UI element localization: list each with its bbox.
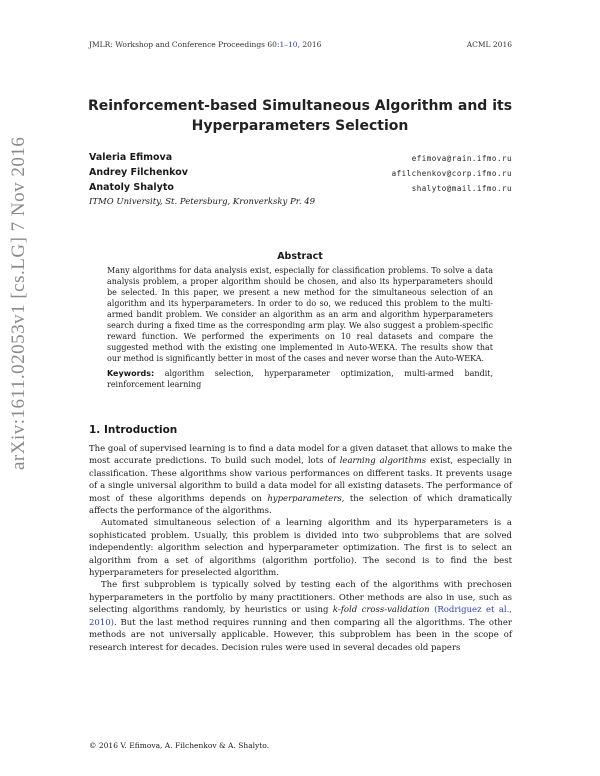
emphasis: learning algorithms [339,456,427,467]
title-line-2: Hyperparameters Selection [191,118,409,134]
paper-title [0,96,600,136]
arxiv-stamp-text: arXiv:1611.02053v1 [cs.LG] 7 Nov 2016 [8,136,29,470]
text-run: The first subproblem is typically solved by testing each of the algorithms with prechosen hyperparameters in the portfolio by many practitioners. Other methods are also in use, such as selecting algorithms randomly, by heuristics or using [89,580,512,616]
header-venue: JMLR: Workshop and Conference Proceedings 60: [89,40,280,49]
header-year: , 2016 [297,40,322,49]
keywords-list: algorithm selection, hyperparameter optimization, multi-armed bandit, reinforcement learning [107,369,494,389]
emphasis: hyperparameters [267,493,342,504]
title-line-1: Reinforcement-based Simultaneous Algorithm and its [87,98,513,114]
emphasis: k-fold cross-validation [332,605,430,616]
running-header [89,40,321,49]
text-run: exist, especially in classification. These algorithms show various performances on different tasks. It prevents usage of a single universal algorithm to build a data model for all existing datasets. The performance of most of these algorithms depends on [89,456,512,504]
page-range-link[interactable]: 1–10 [279,40,298,49]
author-email: afilchenkov@corp.ifmo.ru [391,169,512,178]
section-body [89,443,512,654]
abstract-heading: Abstract [277,251,323,262]
conference-label: ACML 2016 [466,40,512,49]
author-name: Andrey Filchenkov [89,167,188,178]
keywords [107,368,493,390]
abstract-text: Many algorithms for data analysis exist, especially for classification problems. To solve a data analysis problem, a proper algorithm should be chosen, and also its hyperparameters should be selected. In this paper, we present a new method for the simultaneous selection of an algorithm and its hyperparameters. In order to do so, we reduced this problem to the multi-armed bandit problem. We consider an algorithm as an arm and algorithm hyperparameters search during a fixed time as the corresponding arm play. We also suggest a problem-specific reward function. We performed the experiments on 10 real datasets and compare the suggested method with the existing one implemented in Auto-WEKA. The results show that our method is significantly better in most of the cases and never worse than the Auto-WEKA. [107,266,493,363]
paragraph [89,579,512,653]
author-email: efimova@rain.ifmo.ru [411,154,512,163]
author-email: shalyto@mail.ifmo.ru [411,184,512,193]
citation-link[interactable]: (Rodriguez et al., 2010) [89,605,513,628]
paragraph: Automated simultaneous selection of a learning algorithm and its hyperparameters is a sophisticated problem. Usually, this problem is divided into two subproblems that are solved independently: algorithm selection and hyperparameter optimization. The first is to select an algorithm from a set of algorithms (algorithm portfolio). The second is to find the best hyperparameters for preselected algorithm. [89,518,512,579]
keywords-label: Keywords: [107,369,155,378]
text-run: The goal of supervised learning is to find a data model for a given dataset that allows to make the most accurate predictions. To build such model, lots of [89,444,512,467]
author-name: Anatoly Shalyto [89,182,174,193]
section-heading: 1. Introduction [89,424,178,436]
text-run: . But the last method requires running and then comparing all the algorithms. The other methods are not universally applicable. However, this subproblem has been in the scope of research interest for decades. Decision rules were used in several decades old papers [89,617,512,653]
text-run: , the selection of which dramatically affects the performance of the algorithms. [89,493,512,517]
paragraph [89,443,512,517]
author-name: Valeria Efimova [89,152,173,163]
affiliation: ITMO University, St. Petersburg, Kronverksky Pr. 49 [89,197,316,207]
copyright-footer: © 2016 V. Efimova, A. Filchenkov & A. Shalyto. [89,741,270,750]
